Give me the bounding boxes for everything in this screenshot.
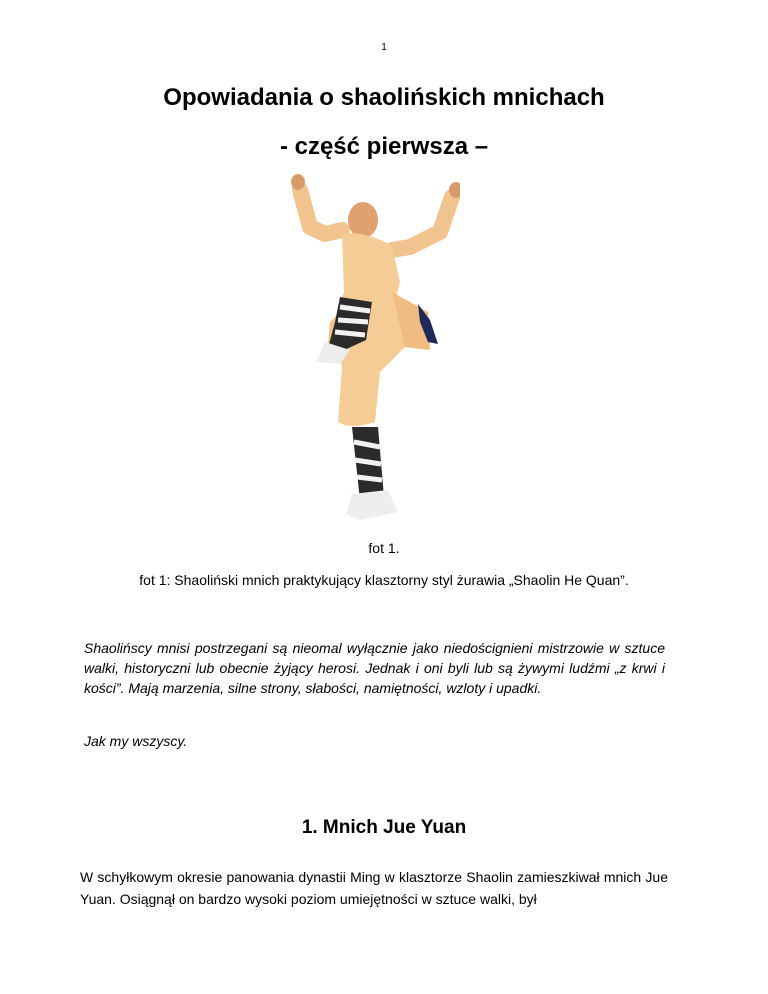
section-body: W schyłkowym okresie panowania dynastii Ming w klasztorze Shaolin zamieszkiwał mnich Jue Yuan. Osiągnął on bardzo wysoki poziom umiejętności w sztuce walki, był (80, 869, 668, 907)
intro-paragraph: Shaolińscy mnisi postrzegani są nieomal wyłącznie jako niedoścignieni mistrzowie w sztuce walki, historyczni lub obecnie żyjący herosi. Jednak i oni byli lub są żywymi ludźmi „z krwi i kości”. Mają marzenia, silne strony, słabości, namiętności, wzloty i upadki. (84, 640, 665, 696)
page-number: 1 (381, 42, 387, 53)
section-heading: 1. Mnich Jue Yuan (301, 817, 467, 838)
figure-caption: fot 1: Shaoliński mnich praktykujący klasztorny styl żurawia „Shaolin He Quan”. (139, 572, 629, 588)
closing-line: Jak my wszyscy. (84, 733, 188, 749)
shaolin-monk-photo (280, 172, 460, 527)
document-title: Opowiadania o shaolińskich mnichach (163, 84, 605, 111)
figure-label: fot 1. (368, 540, 400, 556)
document-subtitle: - część pierwsza – (279, 133, 489, 160)
